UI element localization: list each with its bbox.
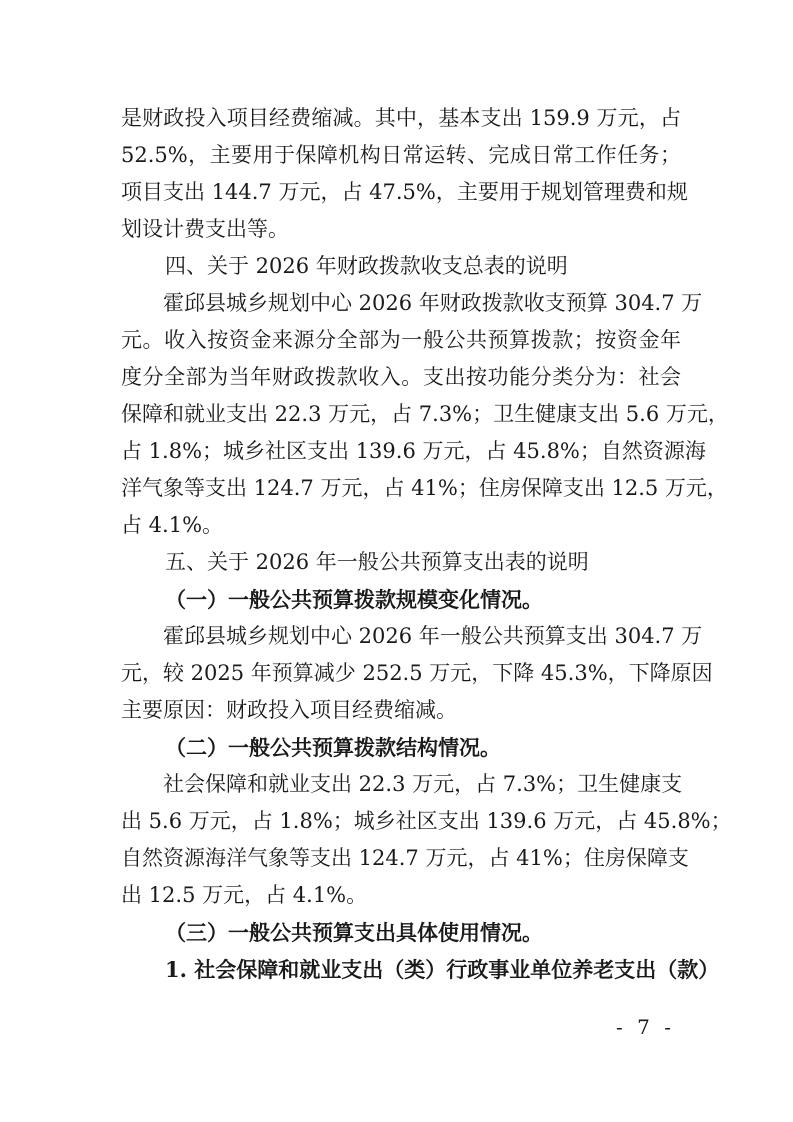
paragraph-line: 度分全部为当年财政拨款收入。支出按功能分类分为：社会 (121, 365, 681, 389)
section-heading-4: 四、关于 2026 年财政拨款收支总表的说明 (165, 254, 568, 278)
paragraph-line: 保障和就业支出 22.3 万元，占 7.3%；卫生健康支出 5.6 万元， (121, 402, 729, 426)
paragraph-line: 洋气象等支出 124.7 万元，占 41%；住房保障支出 12.5 万元， (121, 476, 728, 500)
document-body (121, 100, 732, 989)
paragraph-line: 元，较 2025 年预算减少 252.5 万元，下降 45.3%，下降原因 (121, 661, 713, 685)
item-heading-1: 1. 社会保障和就业支出（类）行政事业单位养老支出（款） (165, 957, 720, 982)
paragraph-line: 项目支出 144.7 万元，占 47.5%，主要用于规划管理费和规 (121, 180, 688, 204)
paragraph-line: 社会保障和就业支出 22.3 万元，占 7.3%；卫生健康支 (163, 772, 683, 796)
paragraph-line: 出 12.5 万元，占 4.1%。 (121, 883, 368, 907)
subsection-heading-1: （一）一般公共预算拨款规模变化情况。 (165, 587, 543, 612)
subsection-heading-2: （二）一般公共预算拨款结构情况。 (165, 735, 501, 760)
paragraph-line: 占 1.8%；城乡社区支出 139.6 万元，占 45.8%；自然资源海 (121, 439, 706, 463)
paragraph-line: 52.5%，主要用于保障机构日常运转、完成日常工作任务； (121, 143, 681, 167)
paragraph-line: 霍邱县城乡规划中心 2026 年一般公共预算支出 304.7 万 (163, 624, 703, 648)
paragraph-line: 占 4.1%。 (121, 513, 224, 537)
paragraph-line: 是财政投入项目经费缩减。其中，基本支出 159.9 万元，占 (121, 106, 681, 130)
paragraph-line: 霍邱县城乡规划中心 2026 年财政拨款收支预算 304.7 万 (163, 291, 703, 315)
page-number: - 7 - (616, 1015, 675, 1039)
paragraph-line: 元。收入按资金来源分全部为一般公共预算拨款；按资金年 (121, 328, 681, 352)
paragraph-line: 自然资源海洋气象等支出 124.7 万元，占 41%；住房保障支 (121, 846, 689, 870)
paragraph-line: 出 5.6 万元，占 1.8%；城乡社区支出 139.6 万元，占 45.8%； (121, 809, 732, 833)
paragraph-line: 主要原因：财政投入项目经费缩减。 (121, 698, 457, 722)
subsection-heading-3: （三）一般公共预算支出具体使用情况。 (165, 920, 543, 945)
paragraph-line: 划设计费支出等。 (121, 217, 289, 241)
section-heading-5: 五、关于 2026 年一般公共预算支出表的说明 (165, 550, 589, 574)
